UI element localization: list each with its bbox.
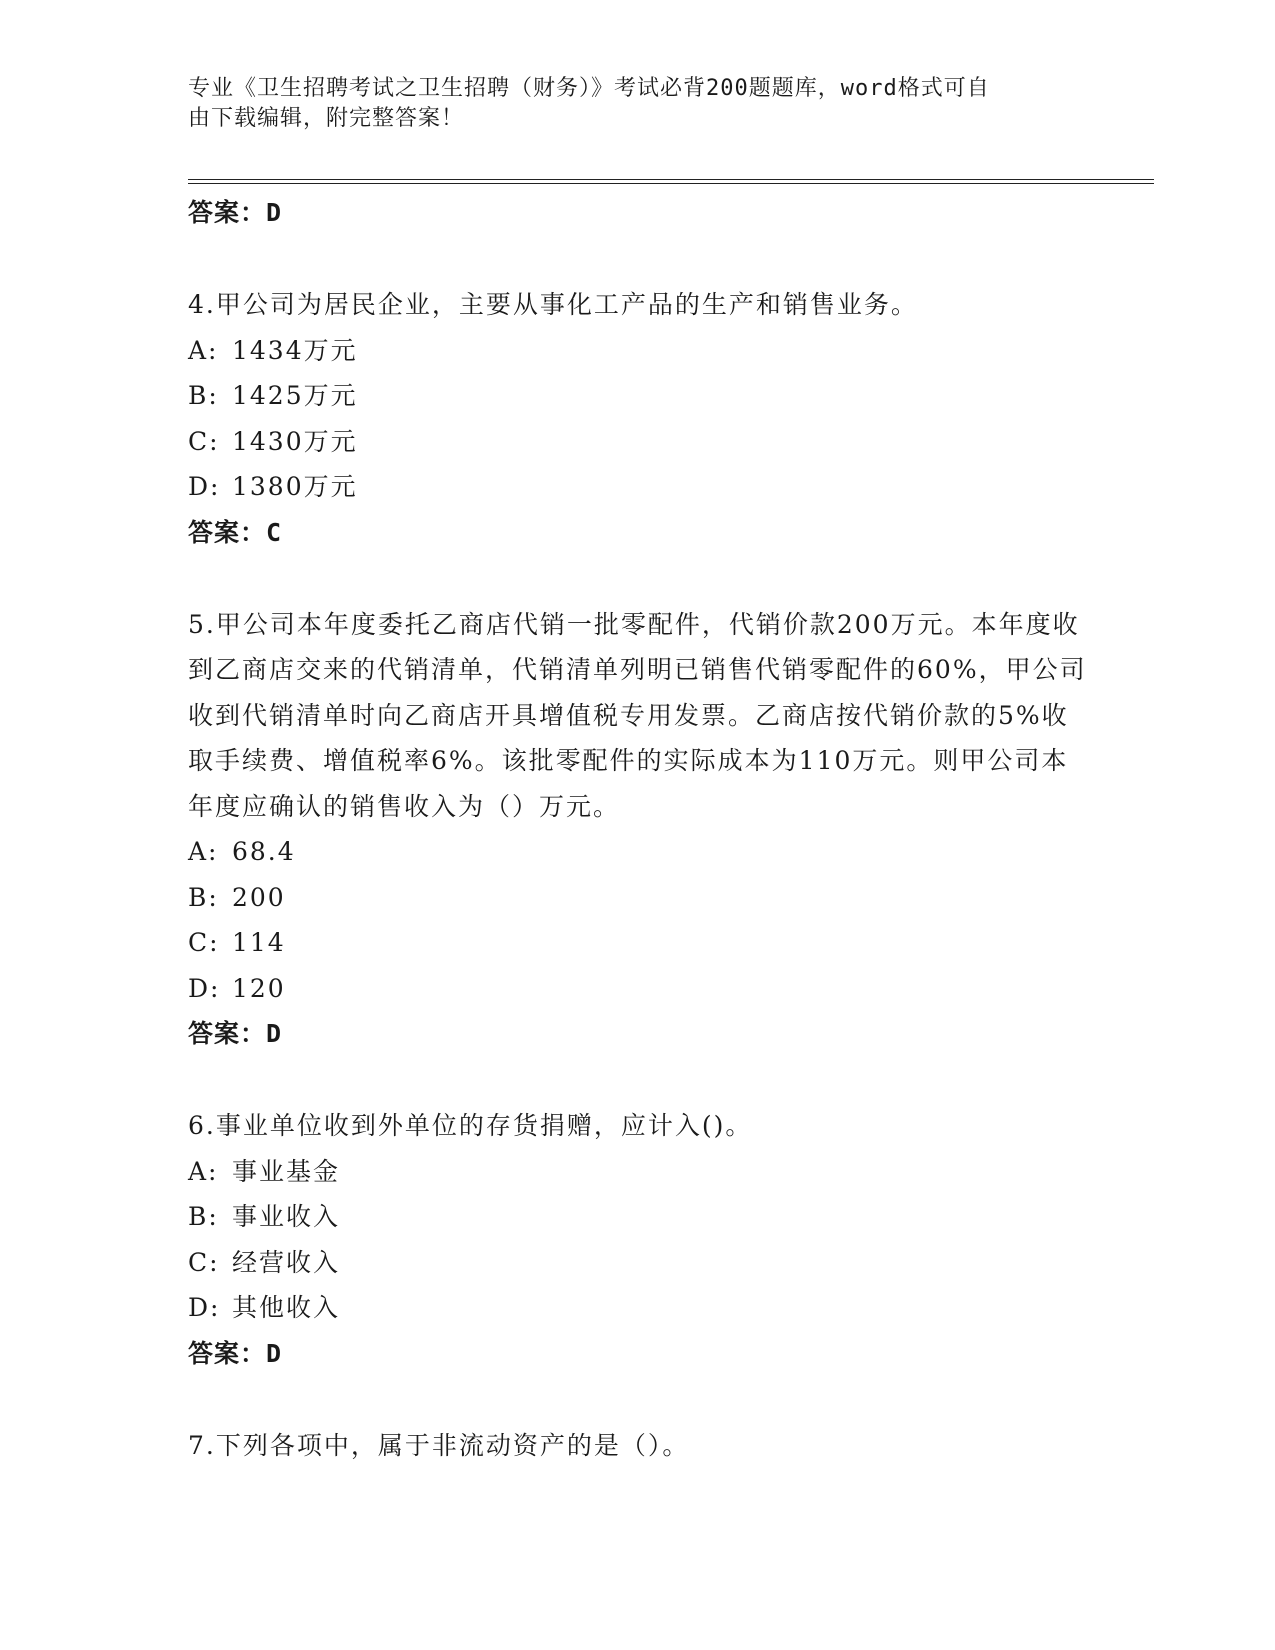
option-label: D: bbox=[188, 973, 221, 1003]
option-text: 1380万元 bbox=[232, 472, 358, 501]
option-label: B: bbox=[188, 882, 219, 912]
option-text: 68.4 bbox=[232, 837, 296, 866]
header-divider-bottom bbox=[188, 183, 1154, 184]
option-c bbox=[188, 1240, 1088, 1286]
option-a bbox=[188, 1149, 1088, 1195]
question-5 bbox=[188, 602, 1088, 1058]
option-label: D: bbox=[188, 1293, 221, 1322]
option-label: D: bbox=[188, 472, 221, 501]
option-text: 经营收入 bbox=[232, 1247, 341, 1277]
page-header bbox=[188, 74, 1068, 134]
option-d bbox=[188, 1285, 1088, 1331]
option-a bbox=[188, 829, 1088, 875]
question-stem: 7.下列各项中，属于非流动资产的是（）。 bbox=[188, 1430, 690, 1460]
option-text: 114 bbox=[232, 928, 286, 957]
option-d bbox=[188, 966, 1088, 1012]
option-a bbox=[188, 328, 1088, 374]
option-text: 其他收入 bbox=[232, 1293, 341, 1322]
option-label: A: bbox=[188, 335, 219, 365]
option-label: A: bbox=[188, 837, 219, 866]
question-stem: 6.事业单位收到外单位的存货捐赠，应计入()。 bbox=[188, 1111, 753, 1140]
question-list bbox=[188, 190, 1088, 1468]
header-line-1: 专业《卫生招聘考试之卫生招聘（财务）》考试必背200题题库，word格式可自 bbox=[188, 76, 990, 101]
option-text: 事业收入 bbox=[232, 1202, 341, 1231]
option-label: C: bbox=[188, 928, 220, 957]
question-stem: 4.甲公司为居民企业，主要从事化工产品的生产和销售业务。 bbox=[188, 290, 918, 319]
option-text: 200 bbox=[232, 882, 286, 912]
question-6 bbox=[188, 1103, 1088, 1377]
option-label: B: bbox=[188, 381, 219, 410]
answer-q3: 答案：D bbox=[188, 198, 283, 227]
option-text: 事业基金 bbox=[232, 1156, 341, 1186]
option-b bbox=[188, 1194, 1088, 1240]
option-b bbox=[188, 875, 1088, 921]
option-label: C: bbox=[188, 426, 220, 456]
option-c bbox=[188, 419, 1088, 465]
option-text: 1434万元 bbox=[232, 335, 358, 365]
answer: 答案：C bbox=[188, 517, 283, 547]
option-text: 120 bbox=[232, 973, 286, 1003]
question-stem: 5.甲公司本年度委托乙商店代销一批零配件，代销价款200万元。本年度收到乙商店交来的代销清单，代销清单列明已销售代销零配件的60%，甲公司收到代销清单时向乙商店开具增值税专用发票。乙商店按代销价款的5%收取手续费、增值税率6%。该批零配件的实际成本为110万元。则甲公司本年度应确认的销售收入为（）万元。 bbox=[188, 609, 1087, 821]
option-b bbox=[188, 373, 1088, 419]
option-c bbox=[188, 920, 1088, 966]
option-label: A: bbox=[188, 1156, 219, 1186]
option-text: 1425万元 bbox=[232, 381, 358, 410]
header-line-2: 由下载编辑，附完整答案！ bbox=[188, 106, 465, 131]
answer: 答案：D bbox=[188, 1019, 283, 1048]
header-divider-top bbox=[188, 179, 1154, 180]
question-7 bbox=[188, 1423, 1088, 1469]
option-text: 1430万元 bbox=[232, 426, 358, 456]
option-label: C: bbox=[188, 1247, 220, 1277]
option-label: B: bbox=[188, 1202, 219, 1231]
question-4 bbox=[188, 282, 1088, 556]
answer: 答案：D bbox=[188, 1338, 283, 1368]
option-d bbox=[188, 464, 1088, 510]
